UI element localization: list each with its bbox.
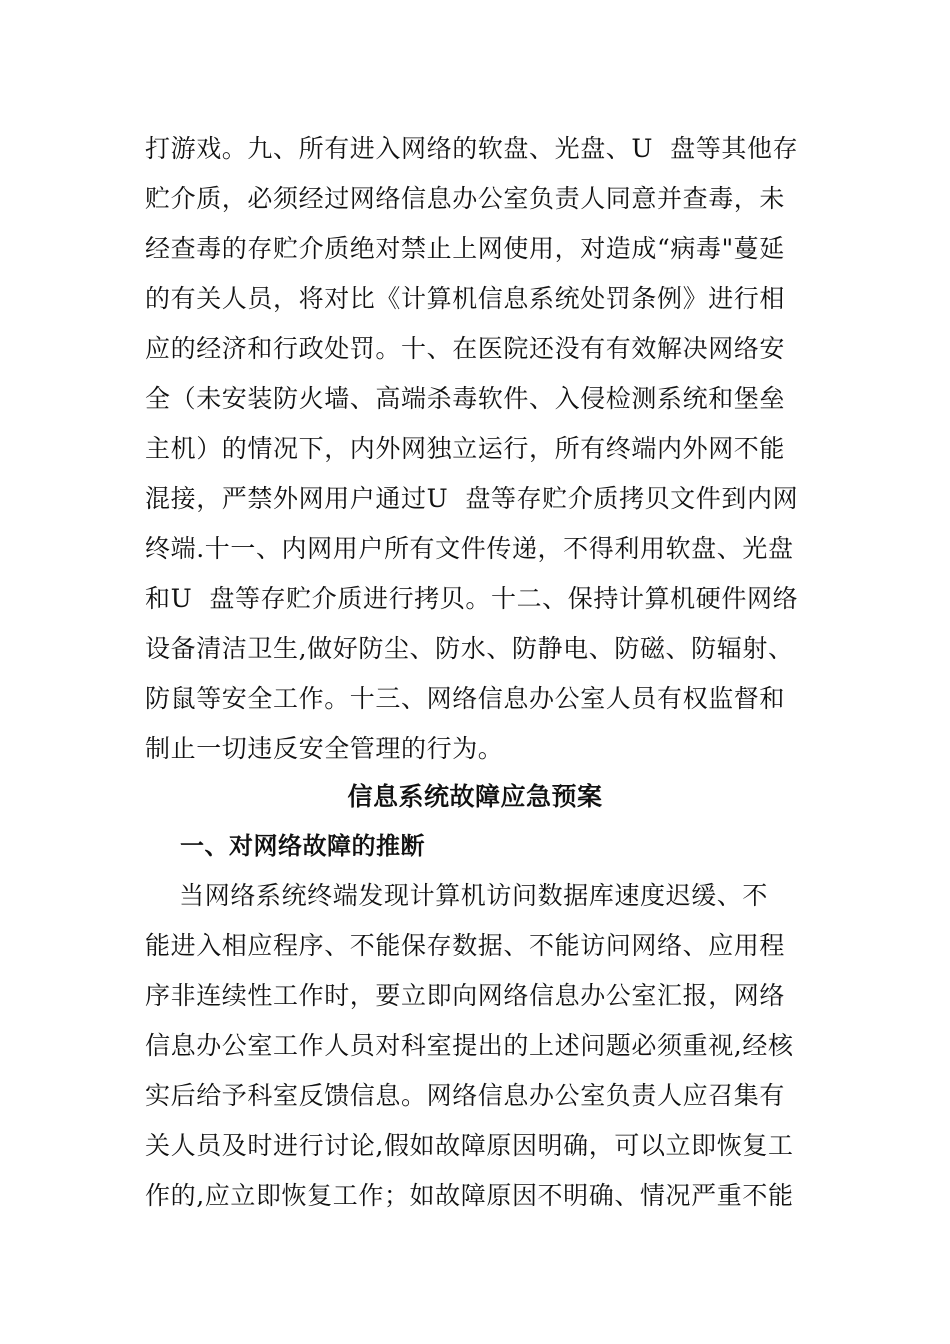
- text-line: 的有关人员，将对比《计算机信息系统处罚条例》进行相: [145, 284, 786, 313]
- text-line: 作的,应立即恢复工作；如故障原因不明确、情况严重不能: [145, 1181, 794, 1210]
- text-line: 信息办公室工作人员对科室提出的上述问题必须重视,经核: [145, 1031, 794, 1060]
- subheading: 一、对网络故障的推断: [180, 832, 425, 860]
- text-line: 序非连续性工作时，要立即向网络信息办公室汇报，网络: [145, 981, 786, 1010]
- text-line: 应的经济和行政处罚。十、在医院还没有有效解决网络安: [145, 334, 786, 363]
- text-line: 设备清洁卫生,做好防尘、防水、防静电、防磁、防辐射、: [145, 634, 794, 663]
- section-title: 信息系统故障应急预案: [347, 782, 603, 811]
- text-line: 实后给予科室反馈信息。网络信息办公室负责人应召集有: [145, 1081, 786, 1110]
- text-line: 贮介质，必须经过网络信息办公室负责人同意并查毒，未: [145, 184, 786, 213]
- text-line: 终端.十一、内网用户所有文件传递，不得利用软盘、光盘: [145, 534, 794, 563]
- text-line: 能进入相应程序、不能保存数据、不能访问网络、应用程: [145, 931, 786, 960]
- text-line: 和U 盘等存贮介质进行拷贝。十二、保持计算机硬件网络: [145, 584, 799, 613]
- text-line: 打游戏。九、所有进入网络的软盘、光盘、U 盘等其他存: [145, 134, 799, 163]
- text-line: 混接，严禁外网用户通过U 盘等存贮介质拷贝文件到内网: [145, 484, 799, 513]
- text-line: 关人员及时进行讨论,假如故障原因明确，可以立即恢复工: [145, 1131, 794, 1160]
- text-line: 制止一切违反安全管理的行为。: [145, 734, 504, 763]
- text-line: 防鼠等安全工作。十三、网络信息办公室人员有权监督和: [145, 684, 786, 713]
- text-line: 经查毒的存贮介质绝对禁止上网使用，对造成“病毒"蔓延: [145, 234, 785, 263]
- text-line: 全（未安装防火墙、高端杀毒软件、入侵检测系统和堡垒: [145, 384, 786, 413]
- text-line: 当网络系统终端发现计算机访问数据库速度迟缓、不: [145, 881, 768, 910]
- text-line: 主机）的情况下，内外网独立运行，所有终端内外网不能: [145, 434, 786, 463]
